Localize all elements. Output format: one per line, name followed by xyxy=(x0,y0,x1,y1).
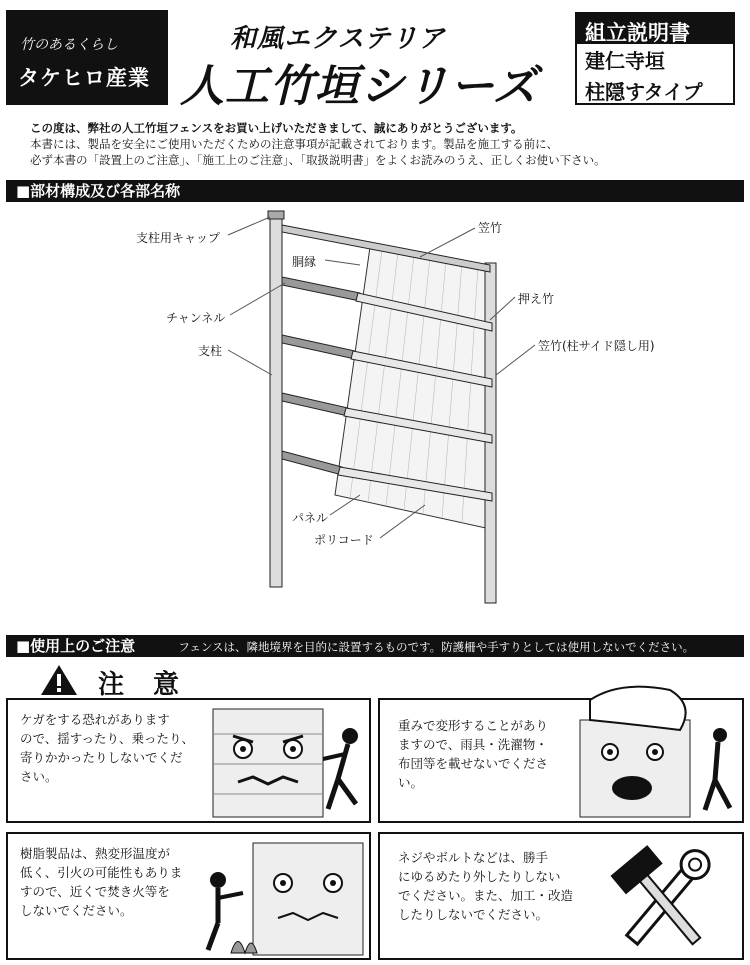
panel-4-line: ネジやボルトなどは、勝手 xyxy=(398,850,549,865)
label-panel: パネル xyxy=(292,511,329,525)
panel-2-line: 重みで変形することがあり xyxy=(398,718,549,733)
left-post-shape xyxy=(270,217,282,587)
usage-section-title: ■使用上のご注意 xyxy=(16,637,136,655)
caution-heading xyxy=(40,664,190,700)
intro-line-3: 必ず本書の「設置上のご注意」、「施工上のご注意」、「取扱説明書」をよくお読みのうえ、正しくお使い下さい。 xyxy=(30,153,606,167)
page-subtitle: 和風エクステリア xyxy=(230,24,446,54)
badge-heading: 組立説明書 xyxy=(577,14,733,44)
angry-fence-climber-illustration xyxy=(208,704,368,819)
panel-1-line: ので、揺すったり、乗ったり、 xyxy=(20,731,195,746)
badge-line-2: 柱隠すタイプ xyxy=(585,80,703,104)
intro-text xyxy=(30,120,606,168)
brand-logo xyxy=(6,10,168,105)
usage-section-note: フェンスは、隣地境界を目的に設置するものです。防護柵や手すりとしては使用しないでください。 xyxy=(178,640,695,654)
label-kasa-side: 笠竹(柱サイド隠し用) xyxy=(538,339,655,353)
panel-4-line: したりしないでください。 xyxy=(398,907,549,922)
label-post-cap: 支柱用キャップ xyxy=(136,231,221,245)
panel-3-line: しないでください。 xyxy=(20,903,133,918)
label-post: 支柱 xyxy=(198,344,223,358)
post-cap-shape xyxy=(268,211,284,219)
panel-1-text xyxy=(20,710,194,786)
panel-2-line: 布団等を載せないでくださ xyxy=(398,756,549,771)
panel-4-text xyxy=(398,848,573,924)
panel-2-text xyxy=(398,716,548,792)
panel-1-line: 寄りかかったりしないでくだ xyxy=(20,750,183,765)
panel-4-line: にゆるめたり外したりしない xyxy=(398,869,561,884)
caution-title: 注 意 xyxy=(98,670,190,700)
label-kasa-take: 笠竹 xyxy=(478,221,503,235)
badge-line-1: 建仁寺垣 xyxy=(585,49,665,73)
bonfire-near-fence-illustration xyxy=(193,838,368,958)
hammer-and-wrench-icon xyxy=(595,842,735,957)
futon-on-fence-illustration xyxy=(570,680,740,820)
label-channel: チャンネル xyxy=(166,311,226,325)
manual-badge xyxy=(575,12,735,105)
brand-tagline: 竹のあるくらし xyxy=(20,37,118,53)
caution-panel-lean xyxy=(6,698,371,823)
panel-3-line: すので、近くで焚き火等を xyxy=(20,884,170,899)
panel-1-line: さい。 xyxy=(20,769,58,784)
label-poly-cord: ポリコード xyxy=(314,533,374,547)
panel-1-line: ケガをする恐れがあります xyxy=(20,712,170,727)
label-osae-take: 押え竹 xyxy=(518,292,555,306)
parts-section-title: ■部材構成及び各部名称 xyxy=(16,182,181,200)
panel-3-line: 樹脂製品は、熱変形温度が xyxy=(20,846,171,861)
caution-panel-tools xyxy=(378,832,744,960)
right-post-shape xyxy=(485,263,496,603)
panel-3-line: 低く、引火の可能性もありま xyxy=(20,865,183,880)
fence-parts-diagram xyxy=(120,205,680,605)
panel-2-line: ますので、雨具・洗濯物・ xyxy=(398,737,548,752)
caution-panel-weight xyxy=(378,698,744,823)
panel-4-line: でください。また、加工・改造 xyxy=(398,888,574,903)
panel-3-text xyxy=(20,844,182,920)
usage-section-header xyxy=(6,635,744,657)
caution-panel-fire xyxy=(6,832,371,960)
parts-section-header xyxy=(6,180,744,202)
warning-icon xyxy=(40,664,78,696)
label-dobuchi: 胴縁 xyxy=(292,255,317,269)
intro-line-1: この度は、弊社の人工竹垣フェンスをお買い上げいただきまして、誠にありがとうございます。 xyxy=(30,121,523,135)
brand-company: タケヒロ産業 xyxy=(18,66,150,90)
intro-line-2: 本書には、製品を安全にご使用いただくための注意事項が記載されております。製品を施工する前に、 xyxy=(30,137,559,151)
fence-illustration xyxy=(120,205,680,605)
panel-2-line: い。 xyxy=(398,775,424,790)
page-title: 人工竹垣シリーズ xyxy=(180,61,538,112)
